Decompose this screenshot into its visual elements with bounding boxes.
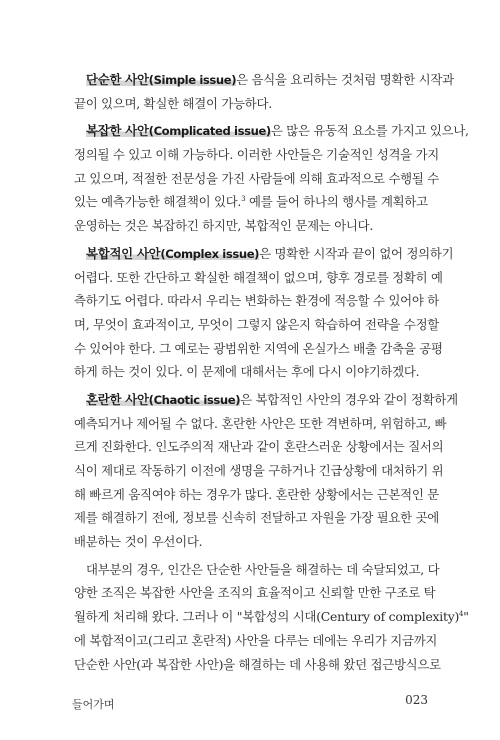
term-definition: 복합적인 사안(Complex issue)은 명확한 시작과 끝이 없어 정의하기 (86, 245, 454, 261)
text-line (74, 68, 454, 92)
text-line: 대부분의 경우, 인간은 단순한 사안들을 해결하는 데 숙달되었고, 다 (86, 561, 440, 577)
paragraph-simple-issue (74, 68, 454, 115)
term-simple-issue: 단순한 사안(Simple issue) (86, 72, 237, 87)
text-line: 고 있으며, 적절한 전문성을 가진 사람들에 의해 효과적으로 수행될 수 (74, 170, 440, 186)
footnote-ref-4: 4 (459, 610, 464, 619)
text-line: 수 있어야 한다. 그 예로는 광범위한 지역에 온실가스 배출 감축을 공평 (74, 340, 443, 356)
paragraph-closing (74, 558, 469, 676)
term-complicated-issue: 복잡한 사안(Complicated issue) (86, 123, 271, 139)
running-footer-chapter: 들어가며 (72, 698, 115, 711)
paragraph-chaotic-issue (74, 388, 458, 554)
text-line: 측하기도 어렵다. 따라서 우리는 변화하는 환경에 적응할 수 있어야 하 (74, 293, 440, 309)
paragraph-complicated-issue (74, 119, 469, 237)
term-chaotic-issue: 혼란한 사안(Chaotic issue) (86, 391, 241, 407)
text-line: 끝이 있으며, 확실한 해결이 가능하다. (74, 95, 272, 111)
text-line: 양한 조직은 복잡한 사안을 조직의 효율적이고 신뢰할 만한 구조로 탁 (74, 585, 436, 601)
term-definition: 복잡한 사안(Complicated issue)은 많은 유동적 요소를 가지고 있으나, (86, 123, 469, 139)
text-line: 르게 진화한다. 인도주의적 재난과 같이 혼란스러운 상황에서는 질서의 (74, 439, 444, 455)
text-line: 있는 예측가능한 해결책이 있다.$^3$ 예를 들어 하나의 행사를 계획하고 (74, 194, 428, 210)
text-line: 하게 하는 것이 있다. 이 문제에 대해서는 후에 다시 이야기하겠다. (74, 364, 420, 380)
term-complex-issue: 복합적인 사안(Complex issue) (86, 245, 260, 261)
text-line: 식이 제대로 작동하기 이전에 생명을 구하거나 긴급상황에 대처하기 위 (74, 463, 444, 478)
term-definition: 단순한 사안(Simple issue)은 음식을 요리하는 것처럼 명확한 시작과 (86, 72, 454, 87)
term-definition: 혼란한 사안(Chaotic issue)은 복합적인 사안의 경우와 같이 정확하게 (86, 391, 458, 407)
text-line: 며, 무엇이 효과적이고, 무엇이 그렇지 않은지 학습하여 전략을 수정할 (74, 316, 440, 332)
text-line: 어렵다. 또한 간단하고 확실한 해결책이 없으며, 향후 경로를 정확히 예 (74, 269, 443, 285)
paragraph-complex-issue (74, 242, 454, 384)
text-line (74, 119, 469, 143)
text-line: 운영하는 것은 복잡하긴 하지만, 복합적인 문제는 아니다. (74, 218, 374, 234)
text-line: 월하게 처리해 왔다. 그러나 이 "복합성의 시대(Century of complexity)$^4$" (74, 609, 469, 625)
text-line: 제를 해결하기 전에, 정보를 신속히 전달하고 자원을 가장 필요한 곳에 (74, 510, 440, 526)
text-line: 예측되거나 제어될 수 없다. 혼란한 사안은 또한 격변하며, 위험하고, 빠 (74, 415, 447, 431)
text-line (74, 242, 454, 266)
text-line: 단순한 사안(과 복잡한 사안)을 해결하는 데 사용해 왔던 접근방식으로 (74, 656, 441, 672)
page-body (74, 68, 469, 676)
page-number: 023 (405, 693, 428, 707)
text-line: 정의될 수 있고 이해 가능하다. 이러한 사안들은 기술적인 성격을 가지 (74, 147, 440, 163)
text-line: 해 빠르게 움직여야 하는 경우가 많다. 혼란한 상황에서는 근본적인 문 (74, 486, 440, 502)
text-line: 배분하는 것이 우선이다. (74, 534, 203, 550)
text-line: 에 복합적이고(그리고 혼란적) 사안을 다루는 데에는 우리가 지금까지 (74, 632, 438, 648)
footnote-ref-3: 3 (241, 195, 246, 204)
text-line (74, 388, 458, 412)
